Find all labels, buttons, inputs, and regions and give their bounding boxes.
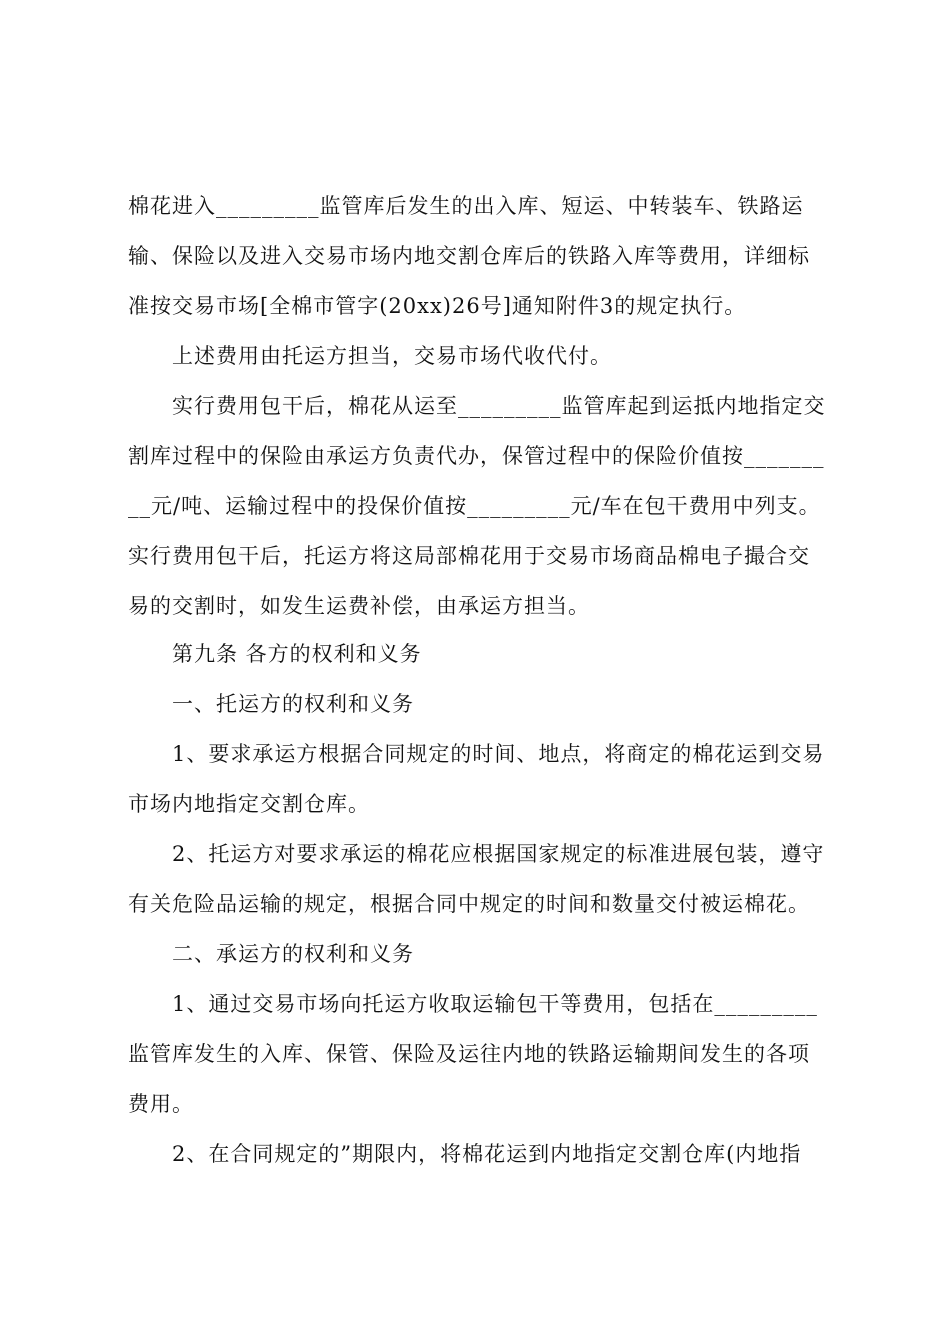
text-line: 1、要求承运方根据合同规定的时间、地点，将商定的棉花运到交易 <box>172 742 825 766</box>
text-line: 监管库发生的入库、保管、保险及运往内地的铁路运输期间发生的各项 <box>128 1042 810 1066</box>
text-line: 2、托运方对要求承运的棉花应根据国家规定的标准进展包装，遵守 <box>172 842 825 866</box>
text-line: 1、通过交易市场向托运方收取运输包干等费用，包括在_________ <box>172 992 818 1016</box>
text-line: 准按交易市场[全棉市管字(20xx)26号]通知附件3的规定执行。 <box>128 294 747 318</box>
text-line: 市场内地指定交割仓库。 <box>128 792 370 816</box>
text-line: 2、在合同规定的”期限内，将棉花运到内地指定交割仓库(内地指 <box>172 1142 802 1166</box>
text-line: 输、保险以及进入交易市场内地交割仓库后的铁路入库等费用，详细标 <box>128 244 810 268</box>
text-line: 易的交割时，如发生运费补偿，由承运方担当。 <box>128 594 590 618</box>
section-heading: 第九条 各方的权利和义务 <box>172 642 422 666</box>
text-line: 有关危险品运输的规定，根据合同中规定的时间和数量交付被运棉花。 <box>128 892 810 916</box>
text-line: 上述费用由托运方担当，交易市场代收代付。 <box>172 344 612 368</box>
subsection-heading: 一、托运方的权利和义务 <box>172 692 414 716</box>
text-line: 实行费用包干后，托运方将这局部棉花用于交易市场商品棉电子撮合交 <box>128 544 810 568</box>
text-line: 实行费用包干后，棉花从运至_________监管库起到运抵内地指定交 <box>172 394 826 418</box>
text-line: 割库过程中的保险由承运方负责代办，保管过程中的保险价值按_______ <box>128 444 825 468</box>
text-line: __元/吨、运输过程中的投保价值按_________元/车在包干费用中列支。 <box>128 494 821 518</box>
subsection-heading: 二、承运方的权利和义务 <box>172 942 414 966</box>
text-line: 费用。 <box>128 1092 194 1116</box>
text-line: 棉花进入_________监管库后发生的出入库、短运、中转装车、铁路运 <box>128 194 804 218</box>
